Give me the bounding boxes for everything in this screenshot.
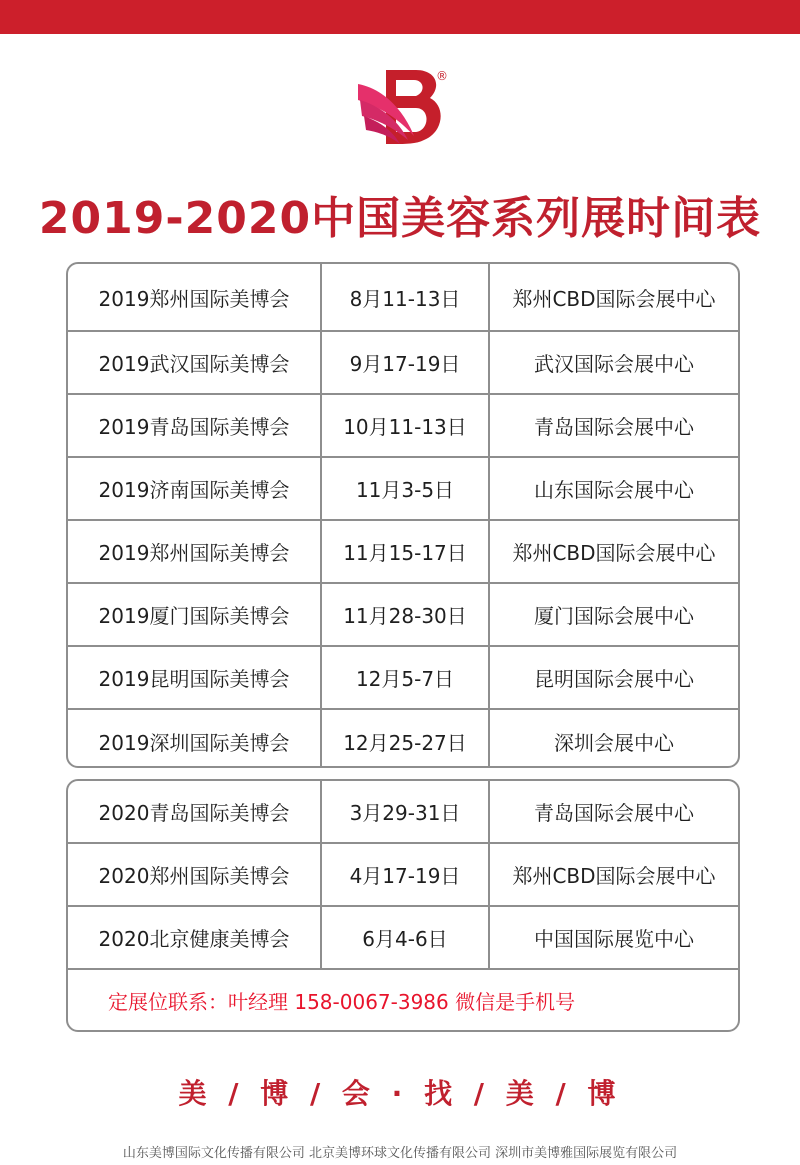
table-row (68, 395, 738, 458)
footer-companies: 山东美博国际文化传播有限公司 北京美博环球文化传播有限公司 深圳市美博雅国际展览有限公司 (122, 1146, 678, 1161)
expo-venue: 中国国际展览中心 (534, 927, 694, 951)
expo-venue: 郑州CBD国际会展中心 (512, 541, 716, 565)
expo-date: 3月29-31日 (322, 781, 490, 842)
table-row (68, 521, 738, 584)
registered-mark: ® (436, 69, 448, 83)
contact-text: 定展位联系：叶经理 158-0067-3986 微信是手机号 (108, 989, 576, 1014)
table-row (68, 332, 738, 395)
expo-name: 2019郑州国际美博会 (68, 264, 322, 330)
contact-row (68, 970, 738, 1030)
expo-name: 2020北京健康美博会 (68, 907, 322, 968)
expo-name: 2019昆明国际美博会 (68, 647, 322, 708)
expo-date: 11月28-30日 (322, 584, 490, 645)
expo-date: 11月3-5日 (322, 458, 490, 519)
expo-venue: 山东国际会展中心 (534, 478, 694, 502)
expo-venue: 郑州CBD国际会展中心 (512, 864, 716, 888)
expo-venue: 青岛国际会展中心 (534, 415, 694, 439)
expo-name: 2019济南国际美博会 (68, 458, 322, 519)
table-row (68, 264, 738, 332)
expo-venue: 郑州CBD国际会展中心 (512, 286, 716, 311)
expo-date: 10月11-13日 (322, 395, 490, 456)
expo-venue: 厦门国际会展中心 (534, 604, 694, 628)
table-row (68, 458, 738, 521)
expo-venue: 青岛国际会展中心 (534, 801, 694, 825)
table-row (68, 844, 738, 907)
expo-date: 12月5-7日 (322, 647, 490, 708)
expo-date: 9月17-19日 (322, 332, 490, 393)
expo-date: 11月15-17日 (322, 521, 490, 582)
slogan: 美 / 博 / 会 · 找 / 美 / 博 (178, 1077, 622, 1110)
expo-date: 4月17-19日 (322, 844, 490, 905)
page-title: 2019-2020中国美容系列展时间表 (38, 193, 762, 244)
expo-name: 2019郑州国际美博会 (68, 521, 322, 582)
top-red-bar (0, 0, 800, 34)
expo-name: 2020青岛国际美博会 (68, 781, 322, 842)
table-row (68, 647, 738, 710)
brand-logo-icon (350, 66, 450, 162)
schedule-table-2019 (66, 262, 740, 768)
table-row (68, 710, 738, 768)
expo-venue: 武汉国际会展中心 (534, 352, 694, 376)
expo-date: 6月4-6日 (322, 907, 490, 968)
expo-venue: 深圳会展中心 (554, 731, 674, 755)
expo-name: 2019武汉国际美博会 (68, 332, 322, 393)
table-row (68, 907, 738, 970)
expo-name: 2019深圳国际美博会 (68, 710, 322, 768)
expo-date: 8月11-13日 (322, 264, 490, 330)
expo-name: 2019青岛国际美博会 (68, 395, 322, 456)
expo-date: 12月25-27日 (322, 710, 490, 768)
table-row (68, 584, 738, 647)
expo-venue: 昆明国际会展中心 (534, 667, 694, 691)
expo-name: 2019厦门国际美博会 (68, 584, 322, 645)
expo-name: 2020郑州国际美博会 (68, 844, 322, 905)
schedule-table-2020 (66, 779, 740, 1032)
table-row (68, 781, 738, 844)
